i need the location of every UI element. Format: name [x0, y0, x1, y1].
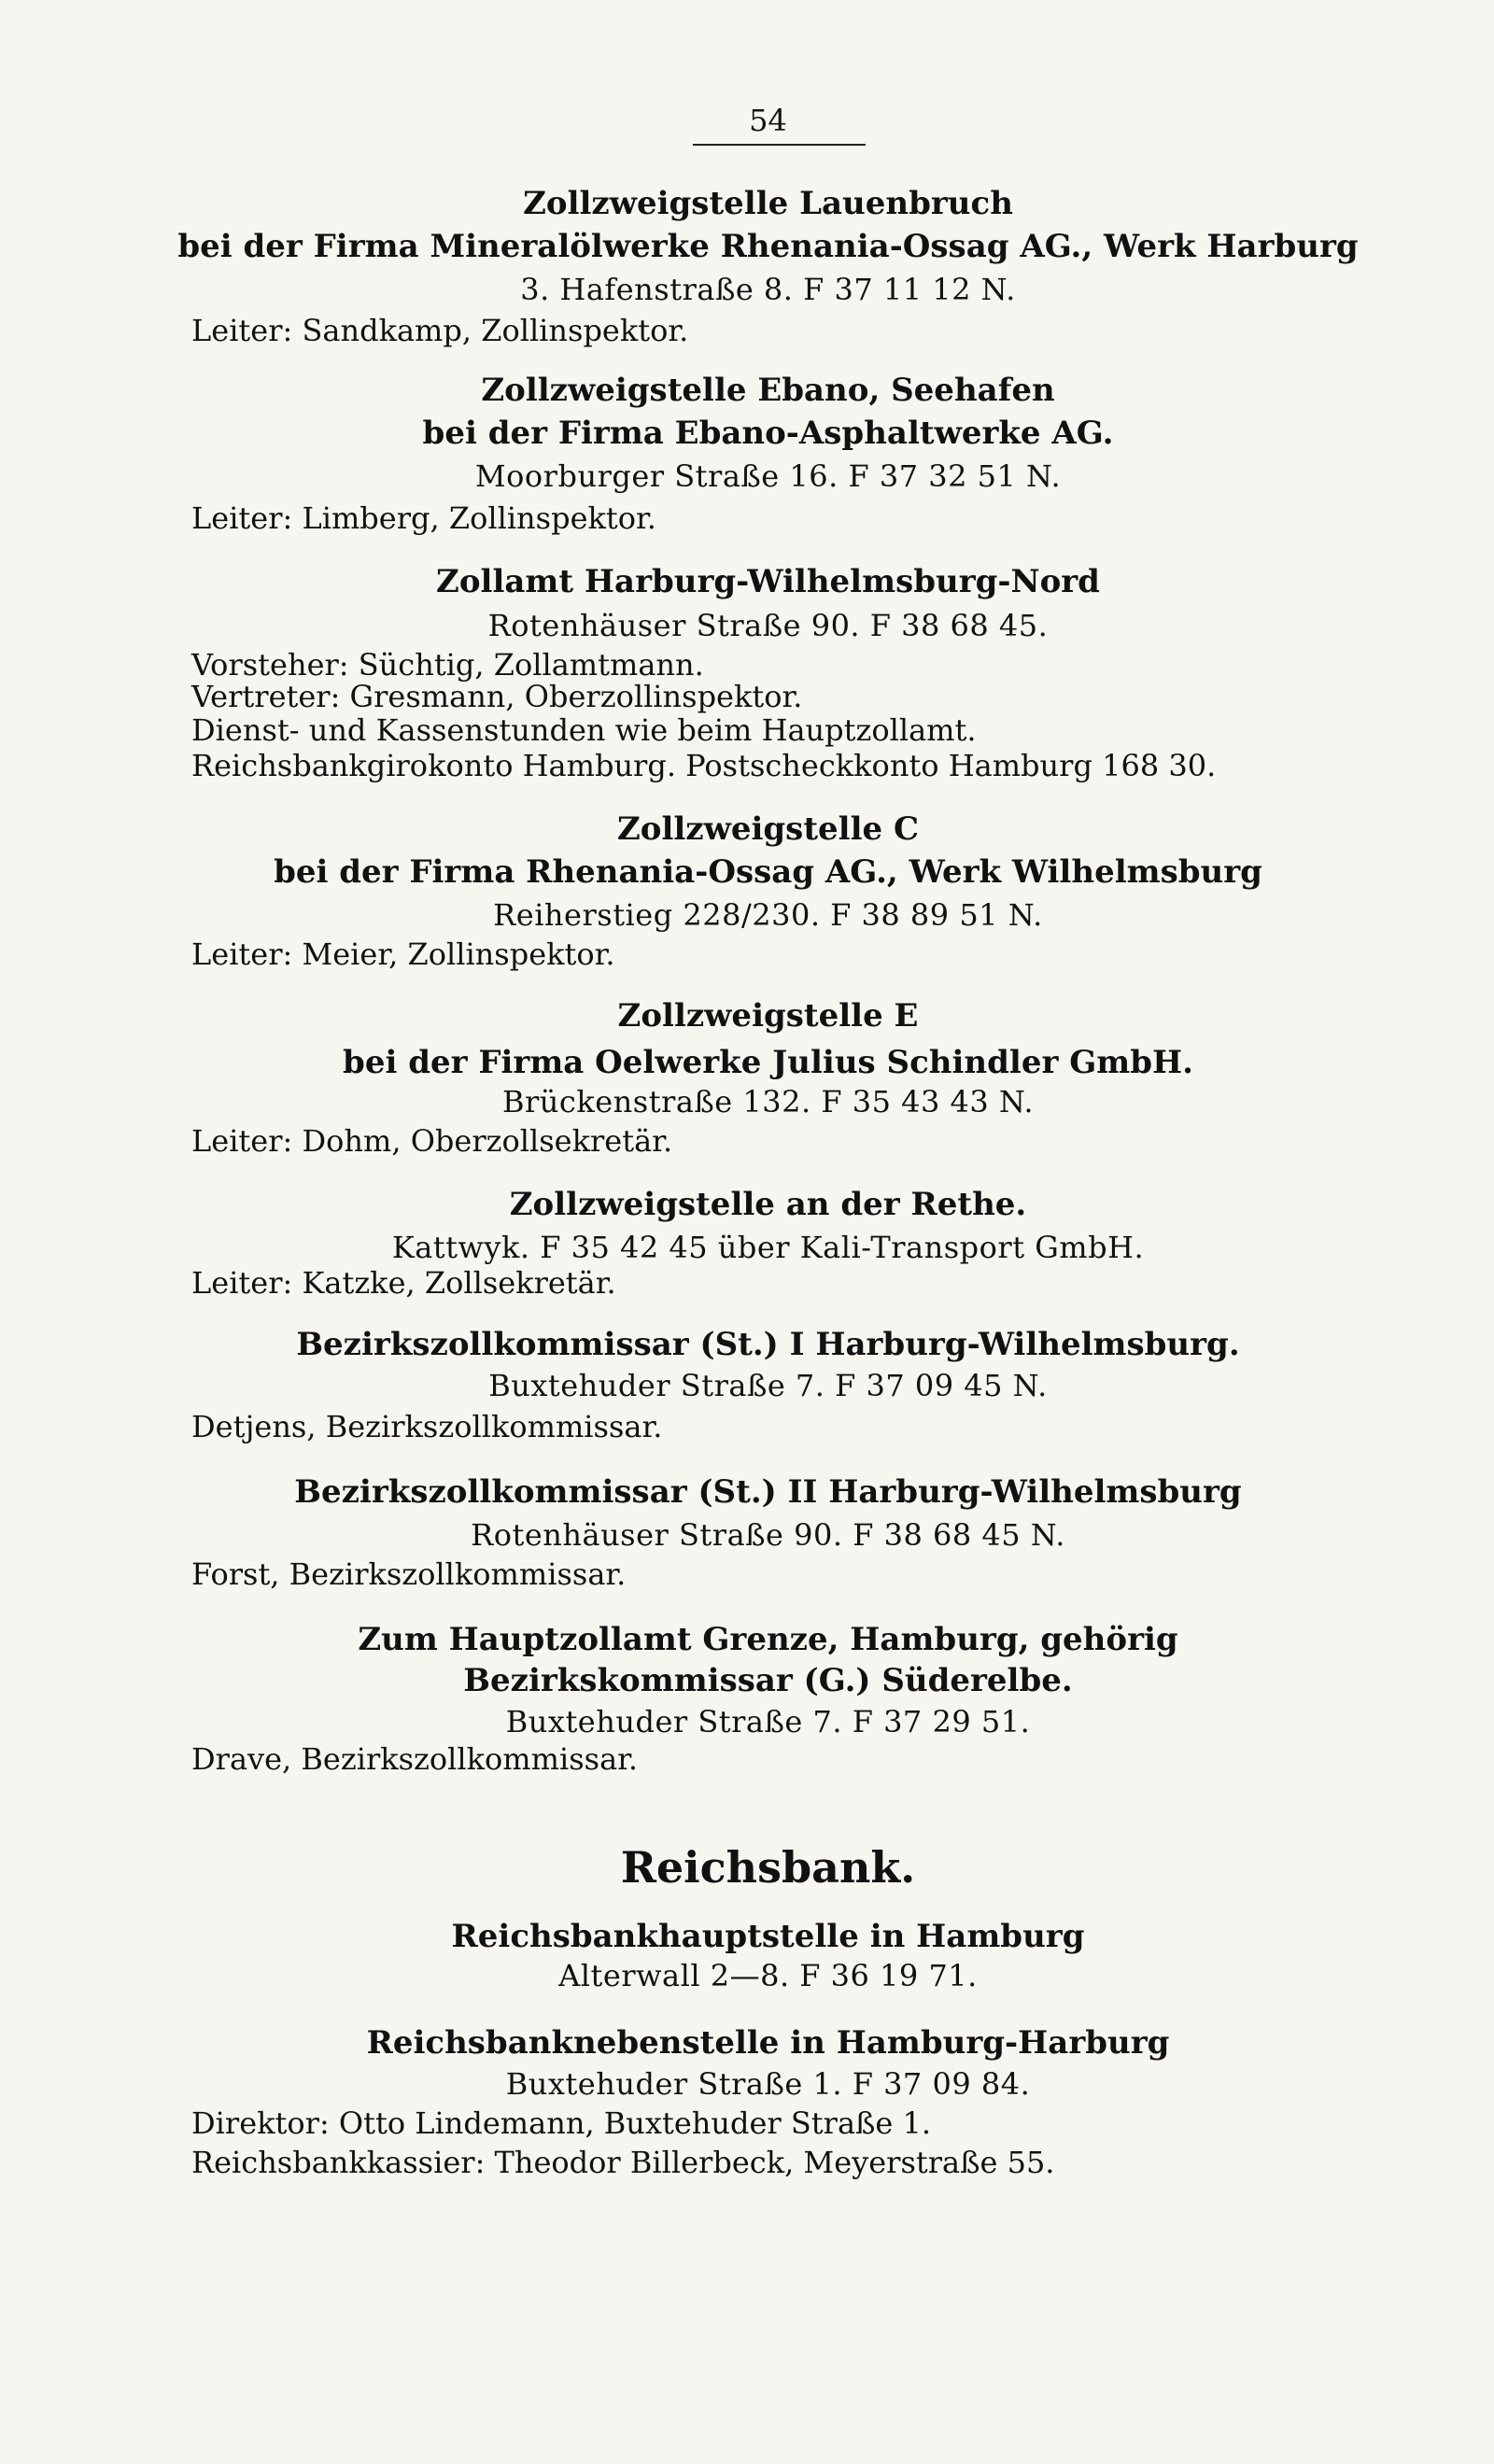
bank-entry-staff: Direktor: Otto Lindemann, Buxtehuder Straße 1. — [191, 2105, 932, 2141]
page-number: 54 — [749, 103, 787, 138]
section-title: Reichsbank. — [620, 1842, 916, 1893]
entry-staff: Leiter: Katzke, Zollsekretär. — [191, 1265, 616, 1301]
entry-staff: Reichsbankgirokonto Hamburg. Postscheckkonto Hamburg 168 30. — [191, 748, 1217, 783]
entry-staff: Vorsteher: Süchtig, Zollamtmann. — [191, 647, 704, 683]
entry-staff: Leiter: Limberg, Zollinspektor. — [191, 500, 656, 536]
entry-title: Zollamt Harburg-Wilhelmsburg-Nord — [436, 563, 1100, 600]
entry-staff: Forst, Bezirkszollkommissar. — [191, 1556, 627, 1592]
entry-title: Bezirkszollkommissar (St.) I Harburg-Wilhelmsburg. — [296, 1326, 1240, 1363]
entry-title: Zollzweigstelle an der Rethe. — [509, 1186, 1027, 1223]
bank-entry-title: Reichsbanknebenstelle in Hamburg-Harburg — [366, 2024, 1170, 2062]
entry-title: Zollzweigstelle E — [617, 997, 919, 1035]
entry-subtitle: bei der Firma Ebano-Asphaltwerke AG. — [422, 415, 1114, 452]
entry-title: Bezirkszollkommissar (St.) II Harburg-Wilhelmsburg — [294, 1473, 1242, 1511]
entry-staff: Leiter: Dohm, Oberzollsekretär. — [191, 1123, 673, 1159]
entry-address: Buxtehuder Straße 7. F 37 29 51. — [505, 1704, 1031, 1739]
entry-staff: Vertreter: Gresmann, Oberzollinspektor. — [191, 679, 803, 714]
entry-address: Moorburger Straße 16. F 37 32 51 N. — [474, 458, 1062, 494]
entry-title: Zollzweigstelle Lauenbruch — [523, 185, 1013, 222]
entry-address: 3. Hafenstraße 8. F 37 11 12 N. — [520, 272, 1016, 307]
bank-entry-address: Alterwall 2—8. F 36 19 71. — [558, 1958, 978, 1993]
entry-staff: Leiter: Sandkamp, Zollinspektor. — [191, 313, 689, 348]
entry-address: Buxtehuder Straße 7. F 37 09 45 N. — [488, 1368, 1048, 1403]
entry-address: Rotenhäuser Straße 90. F 38 68 45 N. — [471, 1517, 1065, 1553]
entry-staff: Dienst- und Kassenstunden wie beim Hauptzollamt. — [191, 712, 977, 748]
entry-address: Reiherstieg 228/230. F 38 89 51 N. — [493, 897, 1043, 933]
entry-title: Zollzweigstelle C — [616, 810, 920, 848]
entry-staff: Drave, Bezirkszollkommissar. — [191, 1741, 639, 1777]
entry-address: Kattwyk. F 35 42 45 über Kali-Transport GmbH. — [391, 1230, 1145, 1265]
bank-entry-title: Reichsbankhauptstelle in Hamburg — [451, 1918, 1085, 1955]
page-number-rule — [693, 144, 866, 146]
entry-title: Zum Hauptzollamt Grenze, Hamburg, gehörig — [358, 1621, 1178, 1658]
entry-address: Brückenstraße 132. F 35 43 43 N. — [501, 1084, 1034, 1119]
entry-staff: Detjens, Bezirkszollkommissar. — [191, 1409, 663, 1444]
bank-entry-address: Buxtehuder Straße 1. F 37 09 84. — [505, 2066, 1031, 2102]
entry-subtitle: Bezirkskommissar (G.) Süderelbe. — [463, 1662, 1073, 1699]
bank-entry-staff: Reichsbankkassier: Theodor Billerbeck, Meyerstraße 55. — [191, 2145, 1055, 2180]
entry-staff: Leiter: Meier, Zollinspektor. — [191, 936, 615, 972]
entry-title: Zollzweigstelle Ebano, Seehafen — [481, 372, 1055, 409]
entry-address: Rotenhäuser Straße 90. F 38 68 45. — [487, 608, 1049, 643]
entry-subtitle: bei der Firma Mineralölwerke Rhenania-Ossag AG., Werk Harburg — [177, 228, 1359, 265]
entry-subtitle: bei der Firma Oelwerke Julius Schindler GmbH. — [343, 1044, 1193, 1081]
entry-subtitle: bei der Firma Rhenania-Ossag AG., Werk Wilhelmsburg — [274, 853, 1262, 891]
